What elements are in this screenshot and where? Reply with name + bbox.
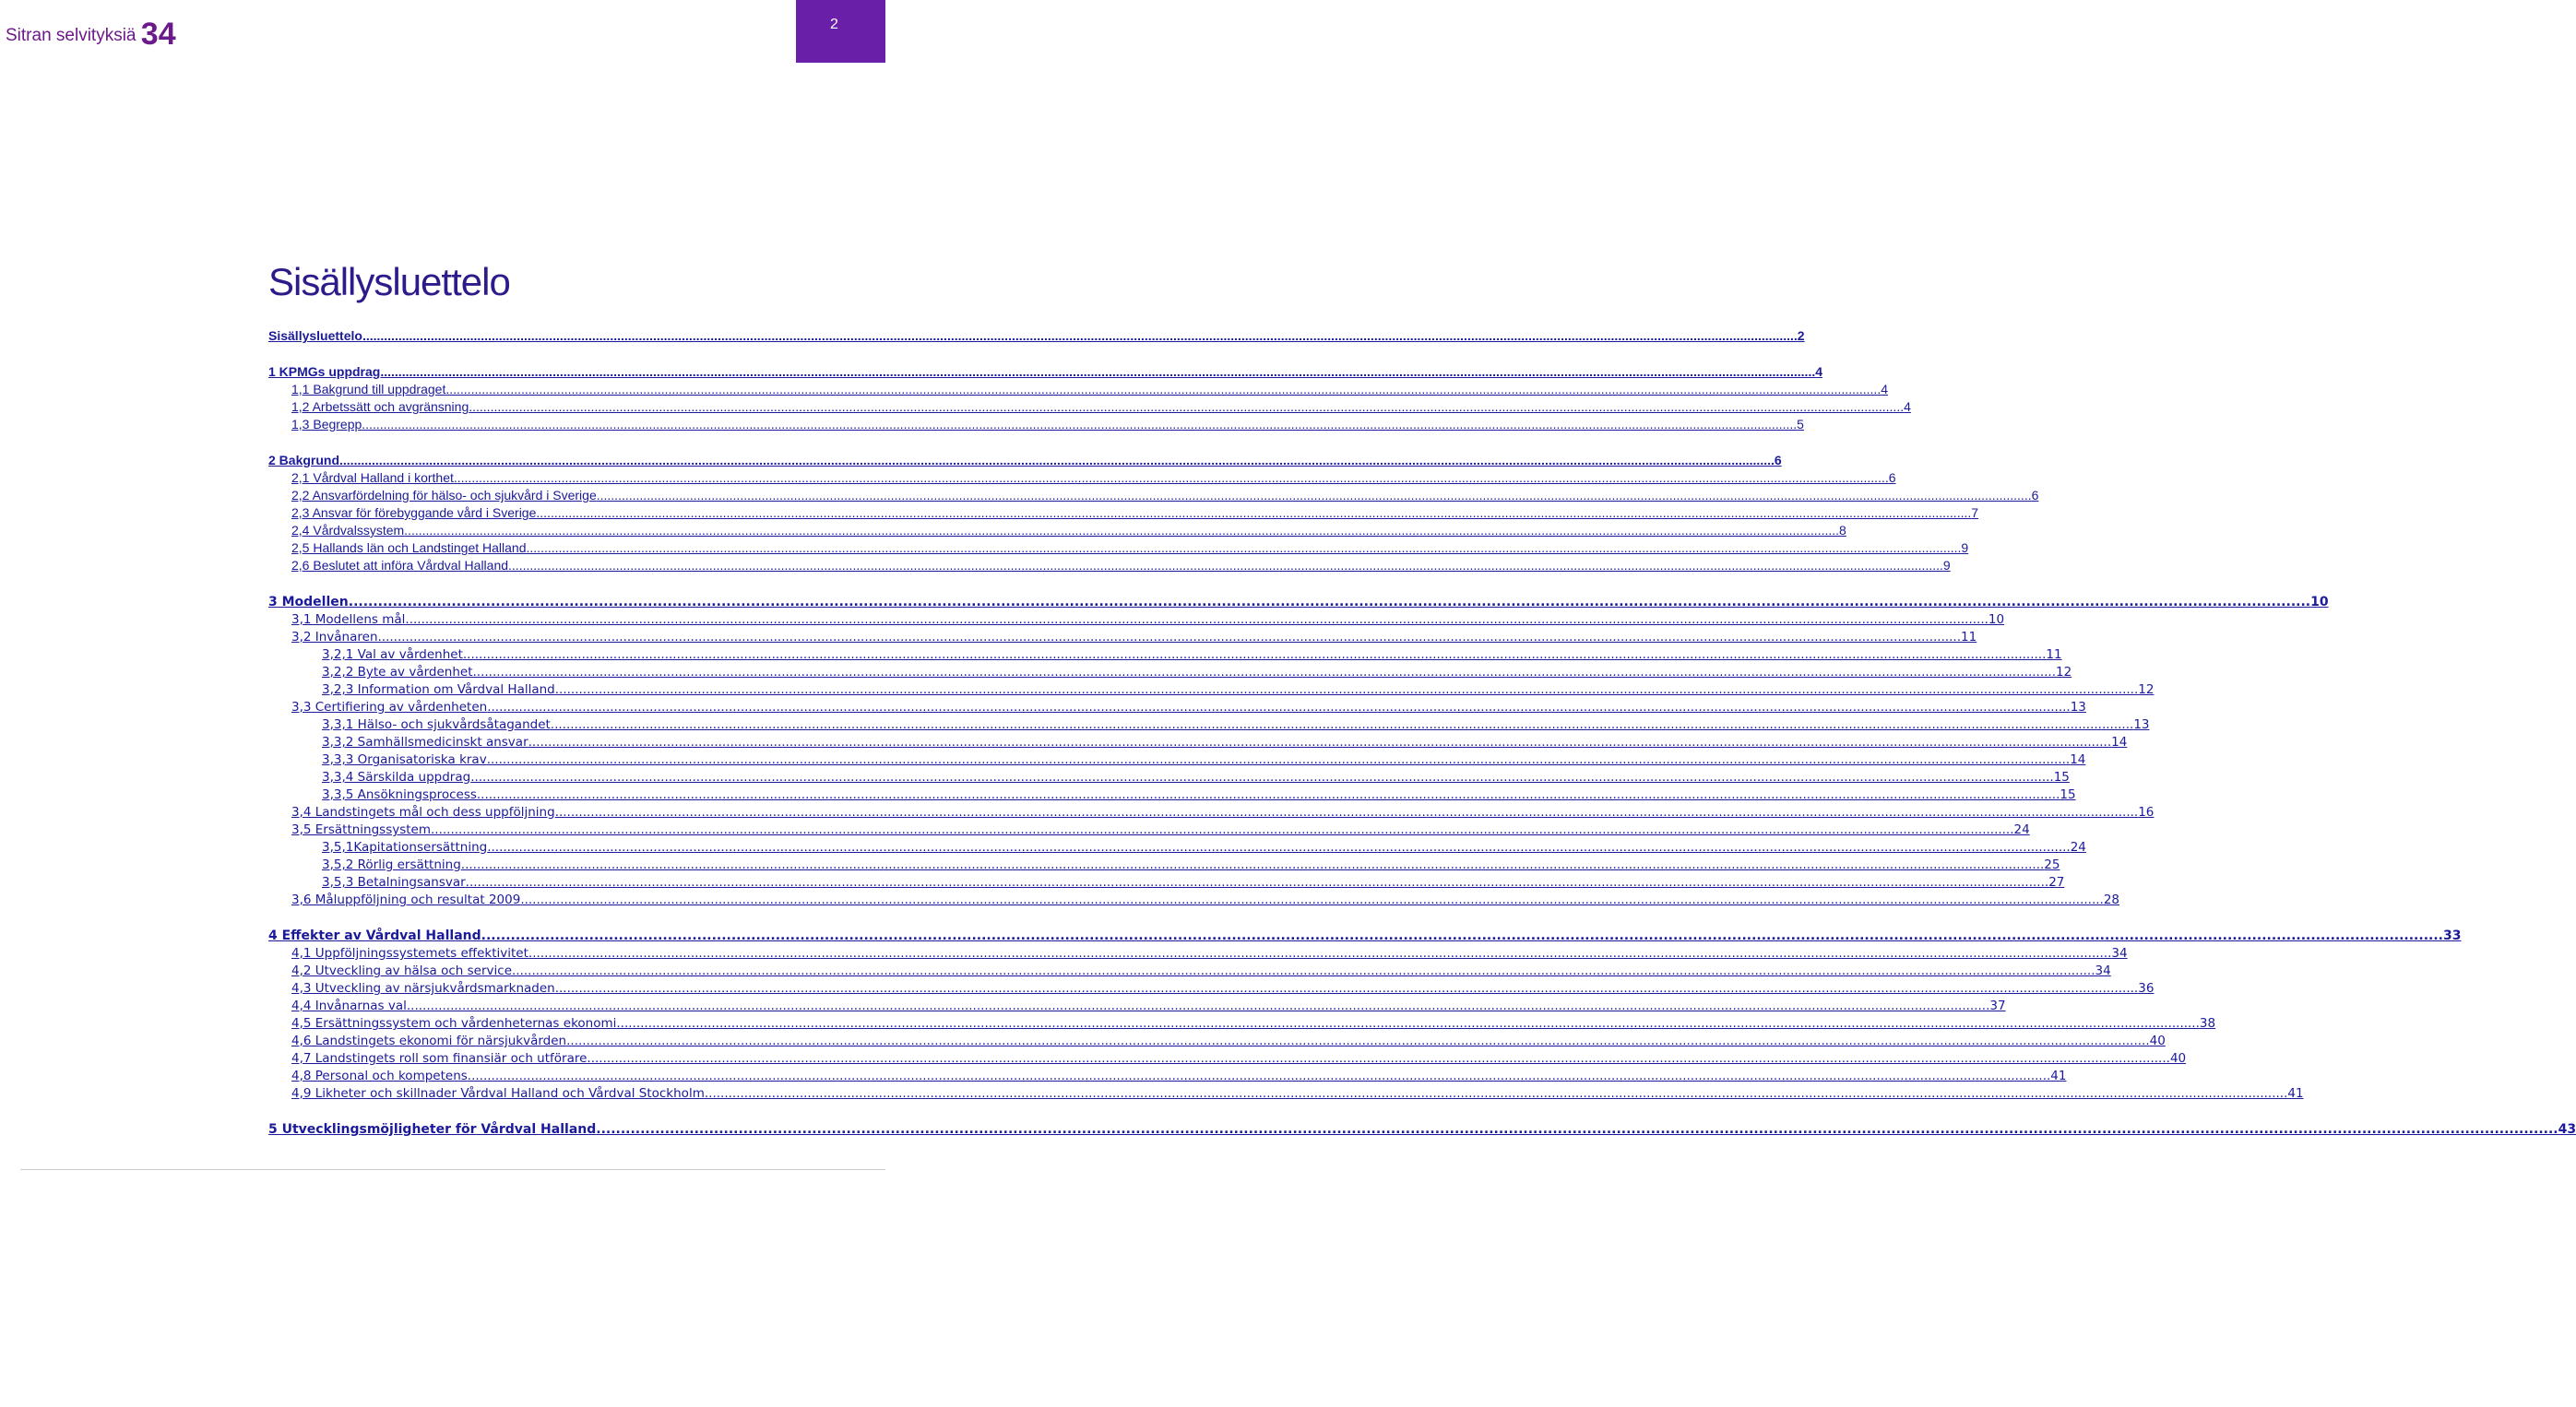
toc-entry-label: 4,9 Likheter och skillnader Vårdval Halland och Vårdval Stockholm xyxy=(291,1086,705,1101)
toc-entry[interactable] xyxy=(291,398,1911,416)
toc-entry[interactable] xyxy=(322,681,2155,699)
toc-entry-label: 2,5 Hallands län och Landstinget Halland xyxy=(291,540,527,555)
toc-dot-leader: ................................................................................................................................................................................................................................................................................................................................................................................................................ xyxy=(362,328,1798,343)
toc-entry-label: 1,1 Bakgrund till uppdraget xyxy=(291,382,446,396)
toc-entry-page: 7 xyxy=(1971,505,1979,520)
toc-entry-label: 2 Bakgrund xyxy=(268,453,340,467)
toc-entry-page: 34 xyxy=(2111,946,2128,961)
toc-entry-page: 14 xyxy=(2070,752,2086,767)
toc-entry-label: 3,3,5 Ansökningsprocess xyxy=(322,787,477,802)
toc-entry-page: 15 xyxy=(2053,770,2070,785)
toc-entry[interactable] xyxy=(291,963,2111,980)
toc-entry[interactable] xyxy=(291,611,2005,629)
toc-dot-leader: ................................................................................................................................................................................................................................................................................................................................................................................................................ xyxy=(380,364,1816,379)
toc-entry-page: 8 xyxy=(1839,523,1846,538)
toc-entry-label: 4,6 Landstingets ekonomi för närsjukvården xyxy=(291,1034,567,1048)
toc-dot-leader: ................................................................................................................................................................................................................................................................................................................................................................................................................ xyxy=(431,822,2014,837)
toc-entry-page: 27 xyxy=(2048,875,2065,890)
toc-entry[interactable] xyxy=(268,363,1823,381)
toc-entry-page: 43 xyxy=(2558,1122,2576,1137)
toc-entry-page: 41 xyxy=(2287,1086,2304,1101)
toc-entry-page: 6 xyxy=(2031,488,2039,502)
toc-entry-label: 1,2 Arbetssätt och avgränsning xyxy=(291,399,469,414)
toc-entry-label: 3,3,2 Samhällsmedicinskt ansvar xyxy=(322,735,528,750)
toc-entry[interactable] xyxy=(291,1085,2304,1103)
toc-entry[interactable] xyxy=(291,487,2039,504)
toc-entry-page: 40 xyxy=(2149,1034,2166,1048)
toc-entry-label: 3,2,2 Byte av vårdenhet xyxy=(322,665,473,680)
toc-entry[interactable] xyxy=(291,1068,2067,1085)
toc-entry-page: 24 xyxy=(2013,822,2030,837)
toc-entry-label: 4,2 Utveckling av hälsa och service xyxy=(291,964,513,978)
toc-entry-page: 11 xyxy=(1961,630,1977,644)
toc-entry-page: 4 xyxy=(1815,364,1823,379)
toc-entry[interactable] xyxy=(322,769,2070,786)
toc-entry[interactable] xyxy=(291,1033,2166,1050)
bottom-divider xyxy=(20,1169,885,1170)
toc-entry-label: 2,1 Vårdval Halland i korthet xyxy=(291,470,454,485)
toc-entry-label: Sisällysluettelo xyxy=(268,328,362,343)
toc-entry[interactable] xyxy=(322,874,2065,892)
toc-entry-page: 4 xyxy=(1904,399,1911,414)
toc-entry-label: 4,8 Personal och kompetens xyxy=(291,1069,468,1083)
toc-dot-leader: ................................................................................................................................................................................................................................................................................................................................................................................................................ xyxy=(487,840,2071,855)
toc-entry-page: 33 xyxy=(2442,928,2462,943)
toc-entry[interactable] xyxy=(268,594,2329,611)
series-name: Sitran selvityksiä xyxy=(6,26,137,45)
toc-entry[interactable] xyxy=(268,928,2462,945)
toc-entry-label: 3,4 Landstingets mål och dess uppföljning xyxy=(291,805,555,820)
toc-entry-label: 5 Utvecklingsmöjligheter för Vårdval Halland xyxy=(268,1122,597,1137)
toc-entry[interactable] xyxy=(268,1121,2576,1139)
toc-entry[interactable] xyxy=(322,786,2076,804)
toc-entry[interactable] xyxy=(291,522,1846,539)
toc-dot-leader: ................................................................................................................................................................................................................................................................................................................................................................................................................ xyxy=(406,999,1990,1013)
toc-entry[interactable] xyxy=(291,945,2128,963)
toc-entry[interactable] xyxy=(322,751,2086,769)
toc-entry[interactable] xyxy=(291,381,1888,398)
toc-entry[interactable] xyxy=(291,892,2120,909)
toc-dot-leader: ................................................................................................................................................................................................................................................................................................................................................................................................................ xyxy=(508,558,1943,573)
toc-entry-page: 6 xyxy=(1888,470,1896,485)
toc-dot-leader: ................................................................................................................................................................................................................................................................................................................................................................................................................ xyxy=(520,893,2104,907)
toc-entry-label: 3,2 Invånaren xyxy=(291,630,378,644)
toc-entry-page: 10 xyxy=(1988,612,2005,627)
toc-dot-leader: ................................................................................................................................................................................................................................................................................................................................................................................................................ xyxy=(445,382,1882,396)
toc-entry-page: 25 xyxy=(2044,857,2060,872)
toc-entry-page: 10 xyxy=(2310,595,2329,609)
toc-dot-leader: ................................................................................................................................................................................................................................................................................................................................................................................................................ xyxy=(472,665,2057,680)
toc-entry-page: 13 xyxy=(2133,717,2150,732)
toc-heading: Sisällysluettelo xyxy=(268,260,510,303)
toc-entry-label: 4,7 Landstingets roll som finansiär och utförare xyxy=(291,1051,588,1066)
toc-dot-leader: ................................................................................................................................................................................................................................................................................................................................................................................................................ xyxy=(704,1086,2288,1101)
toc-entry-label: 3,5,3 Betalningsansvar xyxy=(322,875,466,890)
toc-entry-label: 3,3,4 Särskilda uppdrag xyxy=(322,770,471,785)
toc-entry[interactable] xyxy=(322,839,2086,857)
toc-entry-label: 3,5 Ersättningssystem xyxy=(291,822,432,837)
toc-entry-page: 13 xyxy=(2070,700,2086,715)
toc-dot-leader: ................................................................................................................................................................................................................................................................................................................................................................................................................ xyxy=(469,399,1905,414)
toc-entry-page: 5 xyxy=(1797,417,1804,432)
toc-dot-leader: ................................................................................................................................................................................................................................................................................................................................................................................................................ xyxy=(377,630,1962,644)
toc-entry-page: 24 xyxy=(2070,840,2086,855)
toc-dot-leader: ................................................................................................................................................................................................................................................................................................................................................................................................................ xyxy=(528,735,2112,750)
toc-entry-label: 4,5 Ersättningssystem och vårdenheternas ekonomi xyxy=(291,1016,617,1031)
toc-entry-page: 38 xyxy=(2199,1016,2216,1031)
toc-entry-label: 4,3 Utveckling av närsjukvårdsmarknaden xyxy=(291,981,555,996)
toc-dot-leader: ................................................................................................................................................................................................................................................................................................................................................................................................................ xyxy=(526,540,1962,555)
toc-entry[interactable] xyxy=(291,469,1896,487)
toc-dot-leader: ................................................................................................................................................................................................................................................................................................................................................................................................................ xyxy=(404,523,1840,538)
toc-dot-leader: ................................................................................................................................................................................................................................................................................................................................................................................................................ xyxy=(528,946,2112,961)
toc-entry-page: 9 xyxy=(1942,558,1951,573)
toc-entry-page: 40 xyxy=(2169,1051,2187,1066)
toc-entry[interactable] xyxy=(291,1015,2216,1033)
toc-dot-leader: ................................................................................................................................................................................................................................................................................................................................................................................................................ xyxy=(348,595,2311,609)
toc-entry[interactable] xyxy=(291,998,2006,1015)
toc-entry-page: 34 xyxy=(2095,964,2111,978)
toc-entry[interactable] xyxy=(322,734,2128,751)
toc-entry-label: 3,6 Måluppföljning och resultat 2009 xyxy=(291,893,521,907)
toc-entry-label: 3,3,1 Hälso- och sjukvårdsåtagandet xyxy=(322,717,551,732)
toc-entry[interactable] xyxy=(268,452,1782,469)
toc-dot-leader: ................................................................................................................................................................................................................................................................................................................................................................................................................ xyxy=(554,981,2139,996)
toc-dot-leader: ................................................................................................................................................................................................................................................................................................................................................................................................................ xyxy=(486,752,2071,767)
toc-entry-page: 9 xyxy=(1961,540,1969,555)
toc-dot-leader: ................................................................................................................................................................................................................................................................................................................................................................................................................ xyxy=(467,1069,2051,1083)
toc-entry-page: 4 xyxy=(1881,382,1888,396)
toc-entry[interactable] xyxy=(291,416,1804,433)
toc-dot-leader: ................................................................................................................................................................................................................................................................................................................................................................................................................ xyxy=(481,928,2443,943)
toc-dot-leader: ................................................................................................................................................................................................................................................................................................................................................................................................................ xyxy=(339,453,1775,467)
toc-entry[interactable] xyxy=(291,699,2086,716)
toc-dot-leader: ................................................................................................................................................................................................................................................................................................................................................................................................................ xyxy=(460,857,2045,872)
table-of-contents xyxy=(0,232,2576,1407)
toc-entry[interactable] xyxy=(291,539,1969,557)
toc-dot-leader: ................................................................................................................................................................................................................................................................................................................................................................................................................ xyxy=(587,1051,2170,1066)
toc-entry-page: 11 xyxy=(2046,647,2062,662)
toc-entry[interactable] xyxy=(322,857,2060,874)
toc-dot-leader: ................................................................................................................................................................................................................................................................................................................................................................................................................ xyxy=(362,417,1798,432)
toc-dot-leader: ................................................................................................................................................................................................................................................................................................................................................................................................................ xyxy=(453,470,1889,485)
toc-dot-leader: ................................................................................................................................................................................................................................................................................................................................................................................................................ xyxy=(465,875,2049,890)
toc-entry-label: 4,4 Invånarnas val xyxy=(291,999,407,1013)
toc-entry-label: 3 Modellen xyxy=(268,595,349,609)
toc-dot-leader: ................................................................................................................................................................................................................................................................................................................................................................................................................ xyxy=(536,505,1972,520)
toc-entry-page: 12 xyxy=(2138,682,2155,697)
toc-entry-label: 1,3 Begrepp xyxy=(291,417,362,432)
toc-entry-page: 2 xyxy=(1797,328,1805,343)
toc-dot-leader: ................................................................................................................................................................................................................................................................................................................................................................................................................ xyxy=(554,682,2139,697)
toc-entry[interactable] xyxy=(291,629,1977,646)
series-number: 34 xyxy=(140,17,176,52)
toc-entry-label: 3,1 Modellens mål xyxy=(291,612,406,627)
toc-entry-page: 16 xyxy=(2138,805,2155,820)
toc-entry[interactable] xyxy=(291,557,1951,574)
toc-entry[interactable] xyxy=(322,716,2150,734)
toc-dot-leader: ................................................................................................................................................................................................................................................................................................................................................................................................................ xyxy=(566,1034,2150,1048)
toc-dot-leader: ................................................................................................................................................................................................................................................................................................................................................................................................................ xyxy=(405,612,1988,627)
toc-entry-label: 3,5,1Kapitationsersättning xyxy=(322,840,488,855)
page-number-box xyxy=(796,0,885,63)
toc-entry-page: 41 xyxy=(2050,1069,2067,1083)
toc-dot-leader: ................................................................................................................................................................................................................................................................................................................................................................................................................ xyxy=(554,805,2139,820)
page-number: 2 xyxy=(830,17,838,32)
toc-entry-label: 3,2,3 Information om Vårdval Halland xyxy=(322,682,555,697)
toc-entry-label: 3,5,2 Rörlig ersättning xyxy=(322,857,461,872)
toc-entry[interactable] xyxy=(291,1050,2187,1068)
toc-entry-page: 6 xyxy=(1774,453,1782,467)
toc-entry-label: 4,1 Uppföljningssystemets effektivitet xyxy=(291,946,528,961)
toc-entry[interactable] xyxy=(322,664,2072,681)
toc-entry-label: 2,4 Vårdvalssystem xyxy=(291,523,405,538)
toc-entry-label: 1 KPMGs uppdrag xyxy=(268,364,381,379)
toc-dot-leader: ................................................................................................................................................................................................................................................................................................................................................................................................................ xyxy=(487,700,2071,715)
toc-dot-leader: ................................................................................................................................................................................................................................................................................................................................................................................................................ xyxy=(462,647,2047,662)
toc-entry-label: 2,6 Beslutet att införa Vårdval Halland xyxy=(291,558,509,573)
toc-entry-label: 2,3 Ansvar för förebyggande vård i Sverige xyxy=(291,505,537,520)
toc-entry-label: 2,2 Ansvarfördelning för hälso- och sjukvård i Sverige xyxy=(291,488,597,502)
toc-dot-leader: ................................................................................................................................................................................................................................................................................................................................................................................................................ xyxy=(512,964,2095,978)
toc-entry[interactable] xyxy=(322,646,2062,664)
toc-entry[interactable] xyxy=(268,327,1805,345)
toc-entry-page: 14 xyxy=(2111,735,2128,750)
toc-dot-leader: ................................................................................................................................................................................................................................................................................................................................................................................................................ xyxy=(470,770,2054,785)
publication-title xyxy=(6,17,176,53)
toc-dot-leader: ................................................................................................................................................................................................................................................................................................................................................................................................................ xyxy=(550,717,2134,732)
toc-entry[interactable] xyxy=(291,804,2155,822)
toc-entry-page: 28 xyxy=(2103,893,2120,907)
toc-dot-leader: ................................................................................................................................................................................................................................................................................................................................................................................................................ xyxy=(476,787,2060,802)
toc-entry-page: 15 xyxy=(2060,787,2076,802)
toc-entry-label: 3,2,1 Val av vårdenhet xyxy=(322,647,463,662)
toc-entry-page: 36 xyxy=(2138,981,2155,996)
toc-entry[interactable] xyxy=(291,980,2155,998)
toc-dot-leader: ................................................................................................................................................................................................................................................................................................................................................................................................................ xyxy=(596,488,2032,502)
toc-entry-label: 4 Effekter av Vårdval Halland xyxy=(268,928,481,943)
toc-entry-label: 3,3 Certifiering av vårdenheten xyxy=(291,700,488,715)
toc-entry[interactable] xyxy=(291,822,2030,839)
toc-dot-leader: ................................................................................................................................................................................................................................................................................................................................................................................................................ xyxy=(616,1016,2200,1031)
toc-entry-label: 3,3,3 Organisatoriska krav xyxy=(322,752,487,767)
toc-entry[interactable] xyxy=(291,504,1979,522)
toc-entry-page: 37 xyxy=(1989,999,2006,1013)
toc-dot-leader: ................................................................................................................................................................................................................................................................................................................................................................................................................ xyxy=(596,1122,2558,1137)
toc-entry-page: 12 xyxy=(2056,665,2072,680)
